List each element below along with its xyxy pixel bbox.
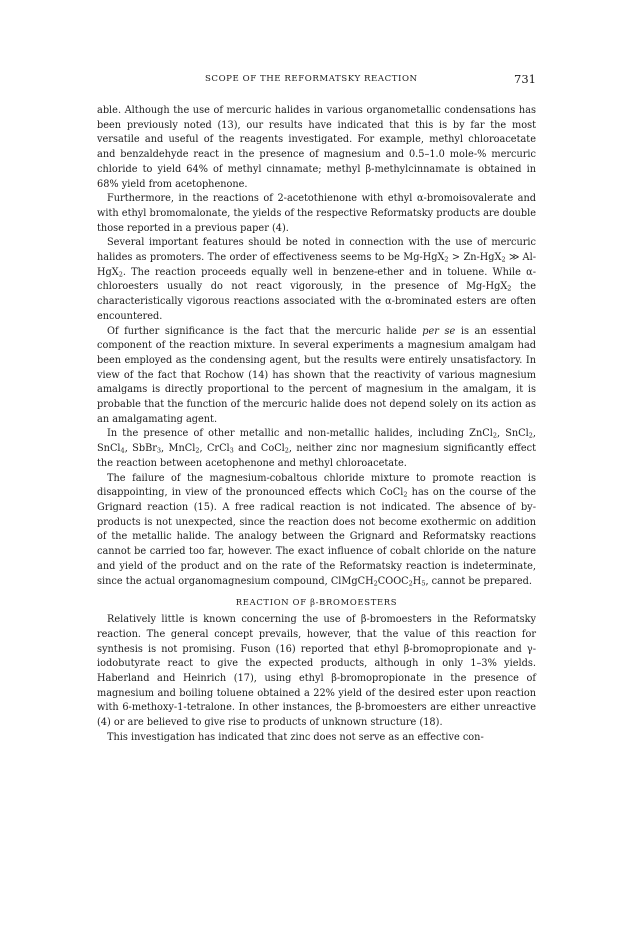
journal-page [97, 72, 536, 746]
paragraph: Relatively little is known concerning the use of β-bromoesters in the Reformatsky reaction. The general concept prevails, however, that the value of this reaction for synthesis is not promising. Fuson (16) reported that ethyl β-bromopropionate and γ-iodobutyrate react to give the expected products, although in only 1–3% yields. Haberland and Heinrich (17), using ethyl β-bromopropionate in the presence of magnesium and boiling toluene obtained a 22% yield of the desired ester upon reaction with 6-methoxy-1-tetralone. In other instances, the β-bromoesters are either unreactive (4) or are believed to give rise to products of unknown structure (18). [97, 614, 536, 729]
page-number: 731 [514, 72, 536, 86]
paragraph: Several important features should be noted in connection with the use of mercuric halides as promoters. The order of effectiveness seems to be Mg-HgX$_2$ > Zn-HgX$_2$ ≫ Al-HgX$_2$. The reaction proceeds equally well in benzene-ether and in toluene. While α-chloroesters usually do not react vigorously, in the presence of Mg-HgX$_2$ the characteristically vigorous reactions associated with the α-brominated esters are often encountered. [97, 237, 537, 322]
paragraph: This investigation has indicated that zinc does not serve as an effective con- [107, 731, 484, 743]
body-text [97, 104, 536, 589]
paragraph: The failure of the magnesium-cobaltous chloride mixture to promote reaction is disappointing, in view of the pronounced effects which CoCl$_2$ has on the course of the Grignard reaction (15). A free radical reaction is not indicated. The absence of by-products is not unexpected, since the reaction does not become exothermic on addition of the metallic halide. The analogy between the Grignard and Reformatsky reactions cannot be carried too far, however. The exact influence of cobalt chloride on the nature and yield of the product and on the rate of the Reformatsky reaction is indeterminate, since the actual organomagnesium compound, $ClMgCH_2COOC_2H_5$, cannot be prepared. [97, 472, 536, 587]
running-title: SCOPE OF THE REFORMATSKY REACTION [205, 74, 418, 84]
paragraph: In the presence of other metallic and non-metallic halides, including ZnCl$_2$, SnCl$_2$, SnCl$_4$, SbBr$_3$, MnCl$_2$, CrCl$_3$ and CoCl$_2$, neither zinc nor magnesium significantly effect the reaction between acetophenone and methyl chloroacetate. [97, 428, 536, 469]
running-head [97, 72, 536, 90]
paragraph: Of further significance is the fact that the mercuric halide per se is an essential component of the reaction mixture. In several experiments a magnesium amalgam had been employed as the condensing agent, but the results were entirely unsatisfactory. In view of the fact that Rochow (14) has shown that the reactivity of various magnesium amalgams is directly proportional to the percent of magnesium in the amalgam, it is probable that the function of the mercuric halide does not depend solely on its action as an amalgamating agent. [97, 325, 536, 425]
section-heading: REACTION OF β-BROMOESTERS [235, 597, 398, 608]
paragraph: able. Although the use of mercuric halides in various organometallic condensations has been previously noted (13), our results have indicated that this is by far the most versatile and useful of the reagents investigated. For example, methyl chloroacetate and benzaldehyde react in the presence of magnesium and 0.5–1.0 mole-% mercuric chloride to yield 64% of methyl cinnamate; methyl β-methylcinnamate is obtained in 68% yield from acetophenone. [97, 105, 536, 190]
paragraph: Furthermore, in the reactions of 2-acetothienone with ethyl α-bromoisovalerate and with ethyl bromomalonate, the yields of the respective Reformatsky products are double those reported in a previous paper (4). [97, 193, 536, 234]
body-text-continued [97, 613, 536, 745]
